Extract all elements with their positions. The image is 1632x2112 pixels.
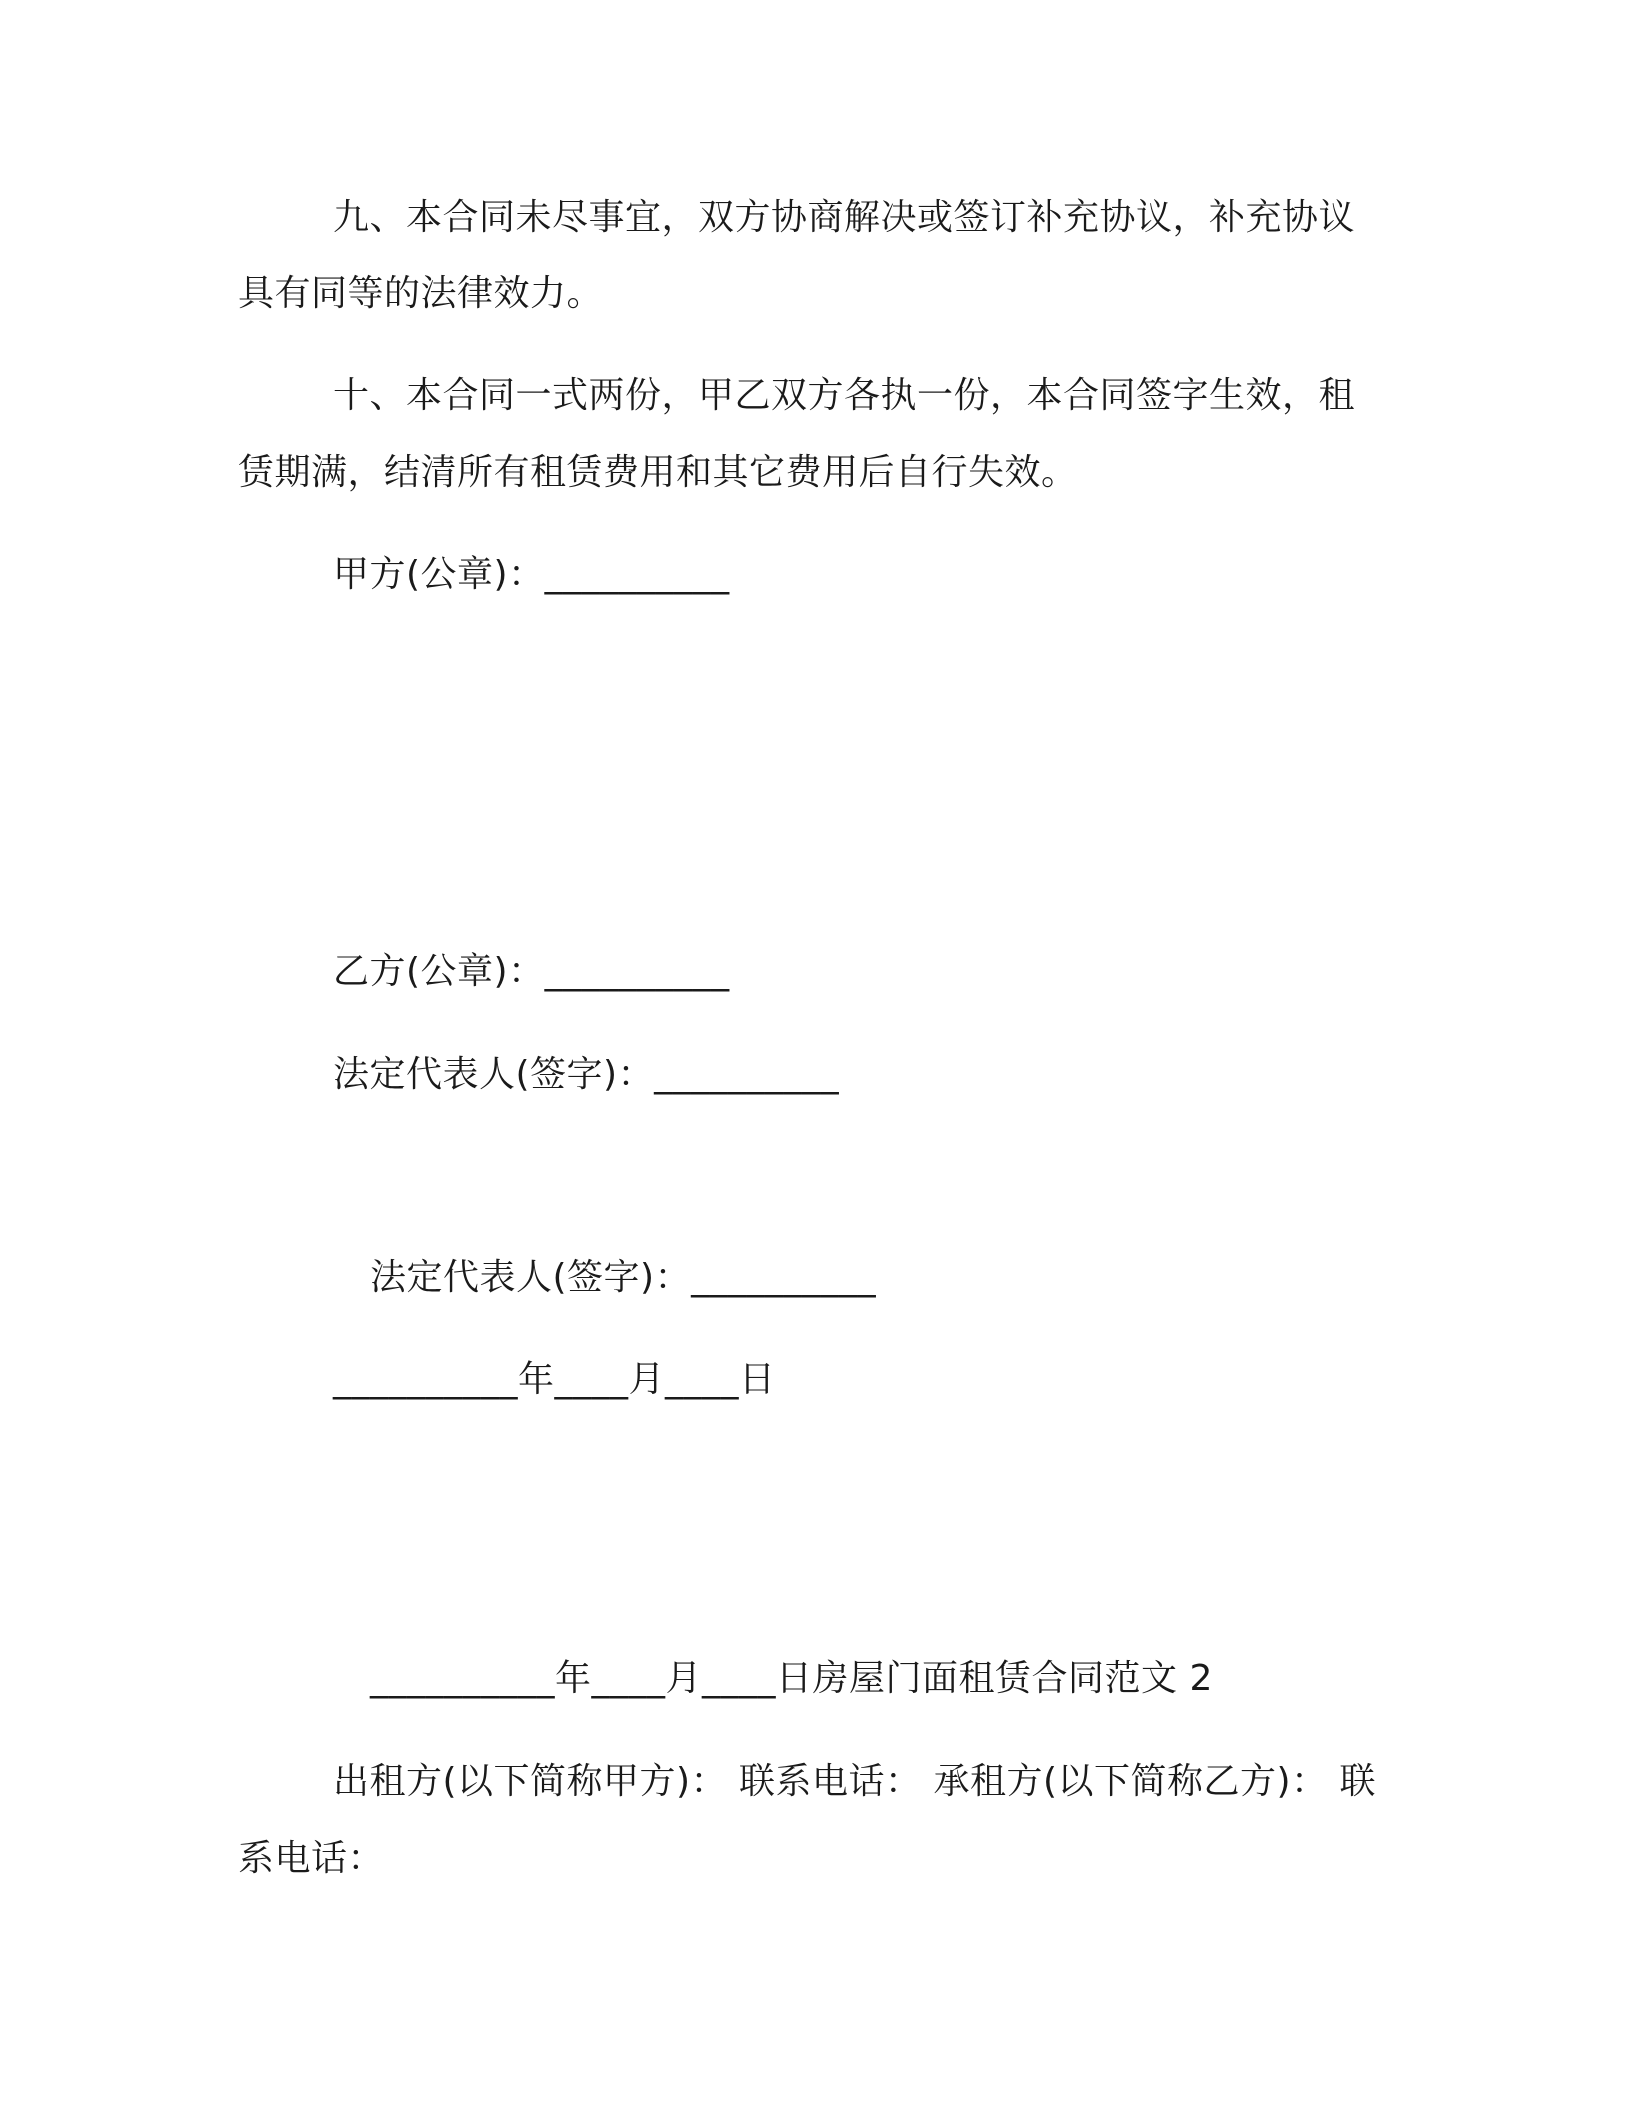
parties-line-1: 出租方(以下简称甲方)： 联系电话： 承租方(以下简称乙方)： 联 — [333, 1761, 1377, 1802]
second-contract-title: __________年____月____日房屋门面租赁合同范文 2 — [370, 1658, 1213, 1699]
signing-date-field: __________年____月____日 — [333, 1359, 776, 1400]
legal-rep-signature-field: 法定代表人(签字)：__________ — [333, 1054, 840, 1095]
parties-line-2: 系电话： — [238, 1838, 385, 1879]
party-b-seal-field: 乙方(公章)：__________ — [333, 951, 730, 992]
clause-10-line-1: 十、本合同一式两份，甲乙双方各执一份，本合同签字生效，租 — [333, 375, 1356, 416]
party-a-seal-field: 甲方(公章)：__________ — [333, 554, 730, 595]
clause-9-line-2: 具有同等的法律效力。 — [238, 273, 604, 314]
legal-rep-signature-field-2: 法定代表人(签字)：__________ — [370, 1257, 877, 1298]
clause-10-line-2: 赁期满，结清所有租赁费用和其它费用后自行失效。 — [238, 452, 1078, 493]
clause-9-line-1: 九、本合同未尽事宜，双方协商解决或签订补充协议，补充协议 — [333, 197, 1356, 238]
